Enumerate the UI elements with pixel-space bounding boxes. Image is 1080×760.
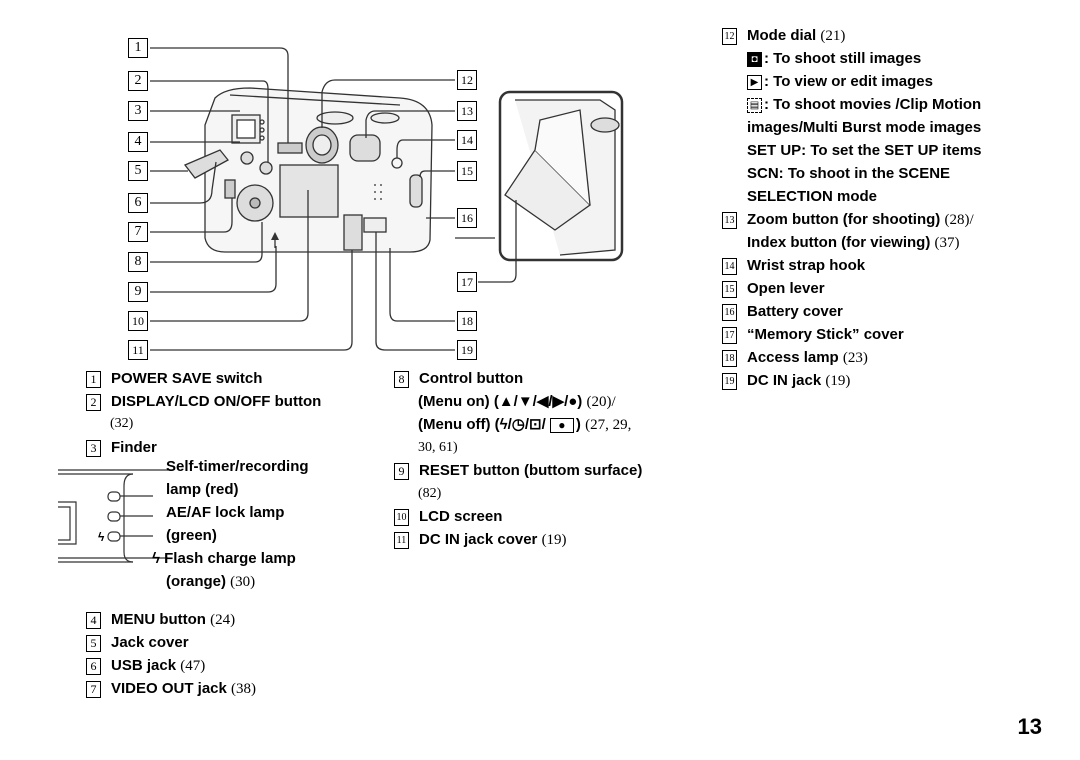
finder-legend-4: (green): [166, 527, 217, 544]
item-2: 2 DISPLAY/LCD ON/OFF button: [86, 392, 321, 412]
item-11: 11 DC IN jack cover (19): [394, 530, 567, 550]
callout-11: 11: [128, 340, 148, 360]
item-5: 5 Jack cover: [86, 633, 189, 653]
callout-5: 5: [128, 161, 148, 181]
item-12: 12 Mode dial (21): [722, 26, 845, 46]
item-14: 14 Wrist strap hook: [722, 256, 865, 276]
item-6: 6 USB jack (47): [86, 656, 205, 676]
item-8: 8 Control button: [394, 369, 523, 389]
callout-19: 19: [457, 340, 477, 360]
callout-3: 3: [128, 101, 148, 121]
item-4: 4 MENU button (24): [86, 610, 235, 630]
item-15: 15 Open lever: [722, 279, 825, 299]
callout-10: 10: [128, 311, 148, 331]
svg-text:ϟ: ϟ: [98, 530, 105, 544]
callout-4: 4: [128, 132, 148, 152]
mode-movie-cont: images/Multi Burst mode images: [747, 119, 982, 136]
item-18: 18 Access lamp (23): [722, 348, 868, 368]
mode-movie: ▤ : To shoot movies /Clip Motion: [747, 95, 981, 115]
record-button-icon: ●: [550, 418, 574, 433]
film-icon: ▤: [747, 98, 762, 113]
mode-setup: SET UP: To set the SET UP items: [747, 142, 982, 159]
item-8-line2: (Menu on) (▲/▼/◀/▶/●) (20)/: [418, 393, 616, 410]
page-number: 13: [1017, 714, 1042, 739]
item-13: 13 Zoom button (for shooting) (28)/: [722, 210, 974, 230]
callout-17: 17: [457, 272, 477, 292]
callout-9: 9: [128, 282, 148, 302]
mode-scn-cont: SELECTION mode: [747, 188, 878, 205]
callout-18: 18: [457, 311, 477, 331]
callout-8: 8: [128, 252, 148, 272]
item-3: 3 Finder: [86, 438, 157, 458]
item-8-line4: 30, 61): [418, 440, 458, 455]
callout-16: 16: [457, 208, 477, 228]
item-16: 16 Battery cover: [722, 302, 843, 322]
callout-6: 6: [128, 193, 148, 213]
finder-legend-6: (orange) (30): [166, 573, 256, 590]
mode-view: ▶ : To view or edit images: [747, 72, 933, 92]
finder-legend-1: Self-timer/recording: [166, 458, 309, 475]
item-9: 9 RESET button (buttom surface): [394, 461, 642, 481]
item-19: 19 DC IN jack (19): [722, 371, 850, 391]
finder-legend-2: lamp (red): [166, 481, 239, 498]
mode-still: ◘ : To shoot still images: [747, 49, 921, 69]
play-icon: ▶: [747, 75, 762, 90]
item-10: 10 LCD screen: [394, 507, 502, 527]
item-2-ref: (32): [110, 416, 134, 431]
callout-15: 15: [457, 161, 477, 181]
callout-13: 13: [457, 101, 477, 121]
callout-14: 14: [457, 130, 477, 150]
callout-7: 7: [128, 222, 148, 242]
mode-scn: SCN: To shoot in the SCENE: [747, 165, 951, 182]
callout-2: 2: [128, 71, 148, 91]
item-17: 17 “Memory Stick” cover: [722, 325, 904, 345]
callout-12: 12: [457, 70, 477, 90]
callout-1: 1: [128, 38, 148, 58]
item-9-ref: (82): [418, 486, 442, 501]
finder-legend-3: AE/AF lock lamp: [166, 504, 285, 521]
item-13-index: Index button (for viewing) (37): [747, 234, 960, 251]
camera-icon: ◘: [747, 52, 762, 67]
finder-legend-5: ϟ Flash charge lamp: [152, 550, 296, 567]
item-7: 7 VIDEO OUT jack (38): [86, 679, 256, 699]
item-1: 1 POWER SAVE switch: [86, 369, 262, 389]
item-8-line3: (Menu off) (ϟ/◷/⊡/ ● ) (27, 29,: [418, 416, 632, 433]
